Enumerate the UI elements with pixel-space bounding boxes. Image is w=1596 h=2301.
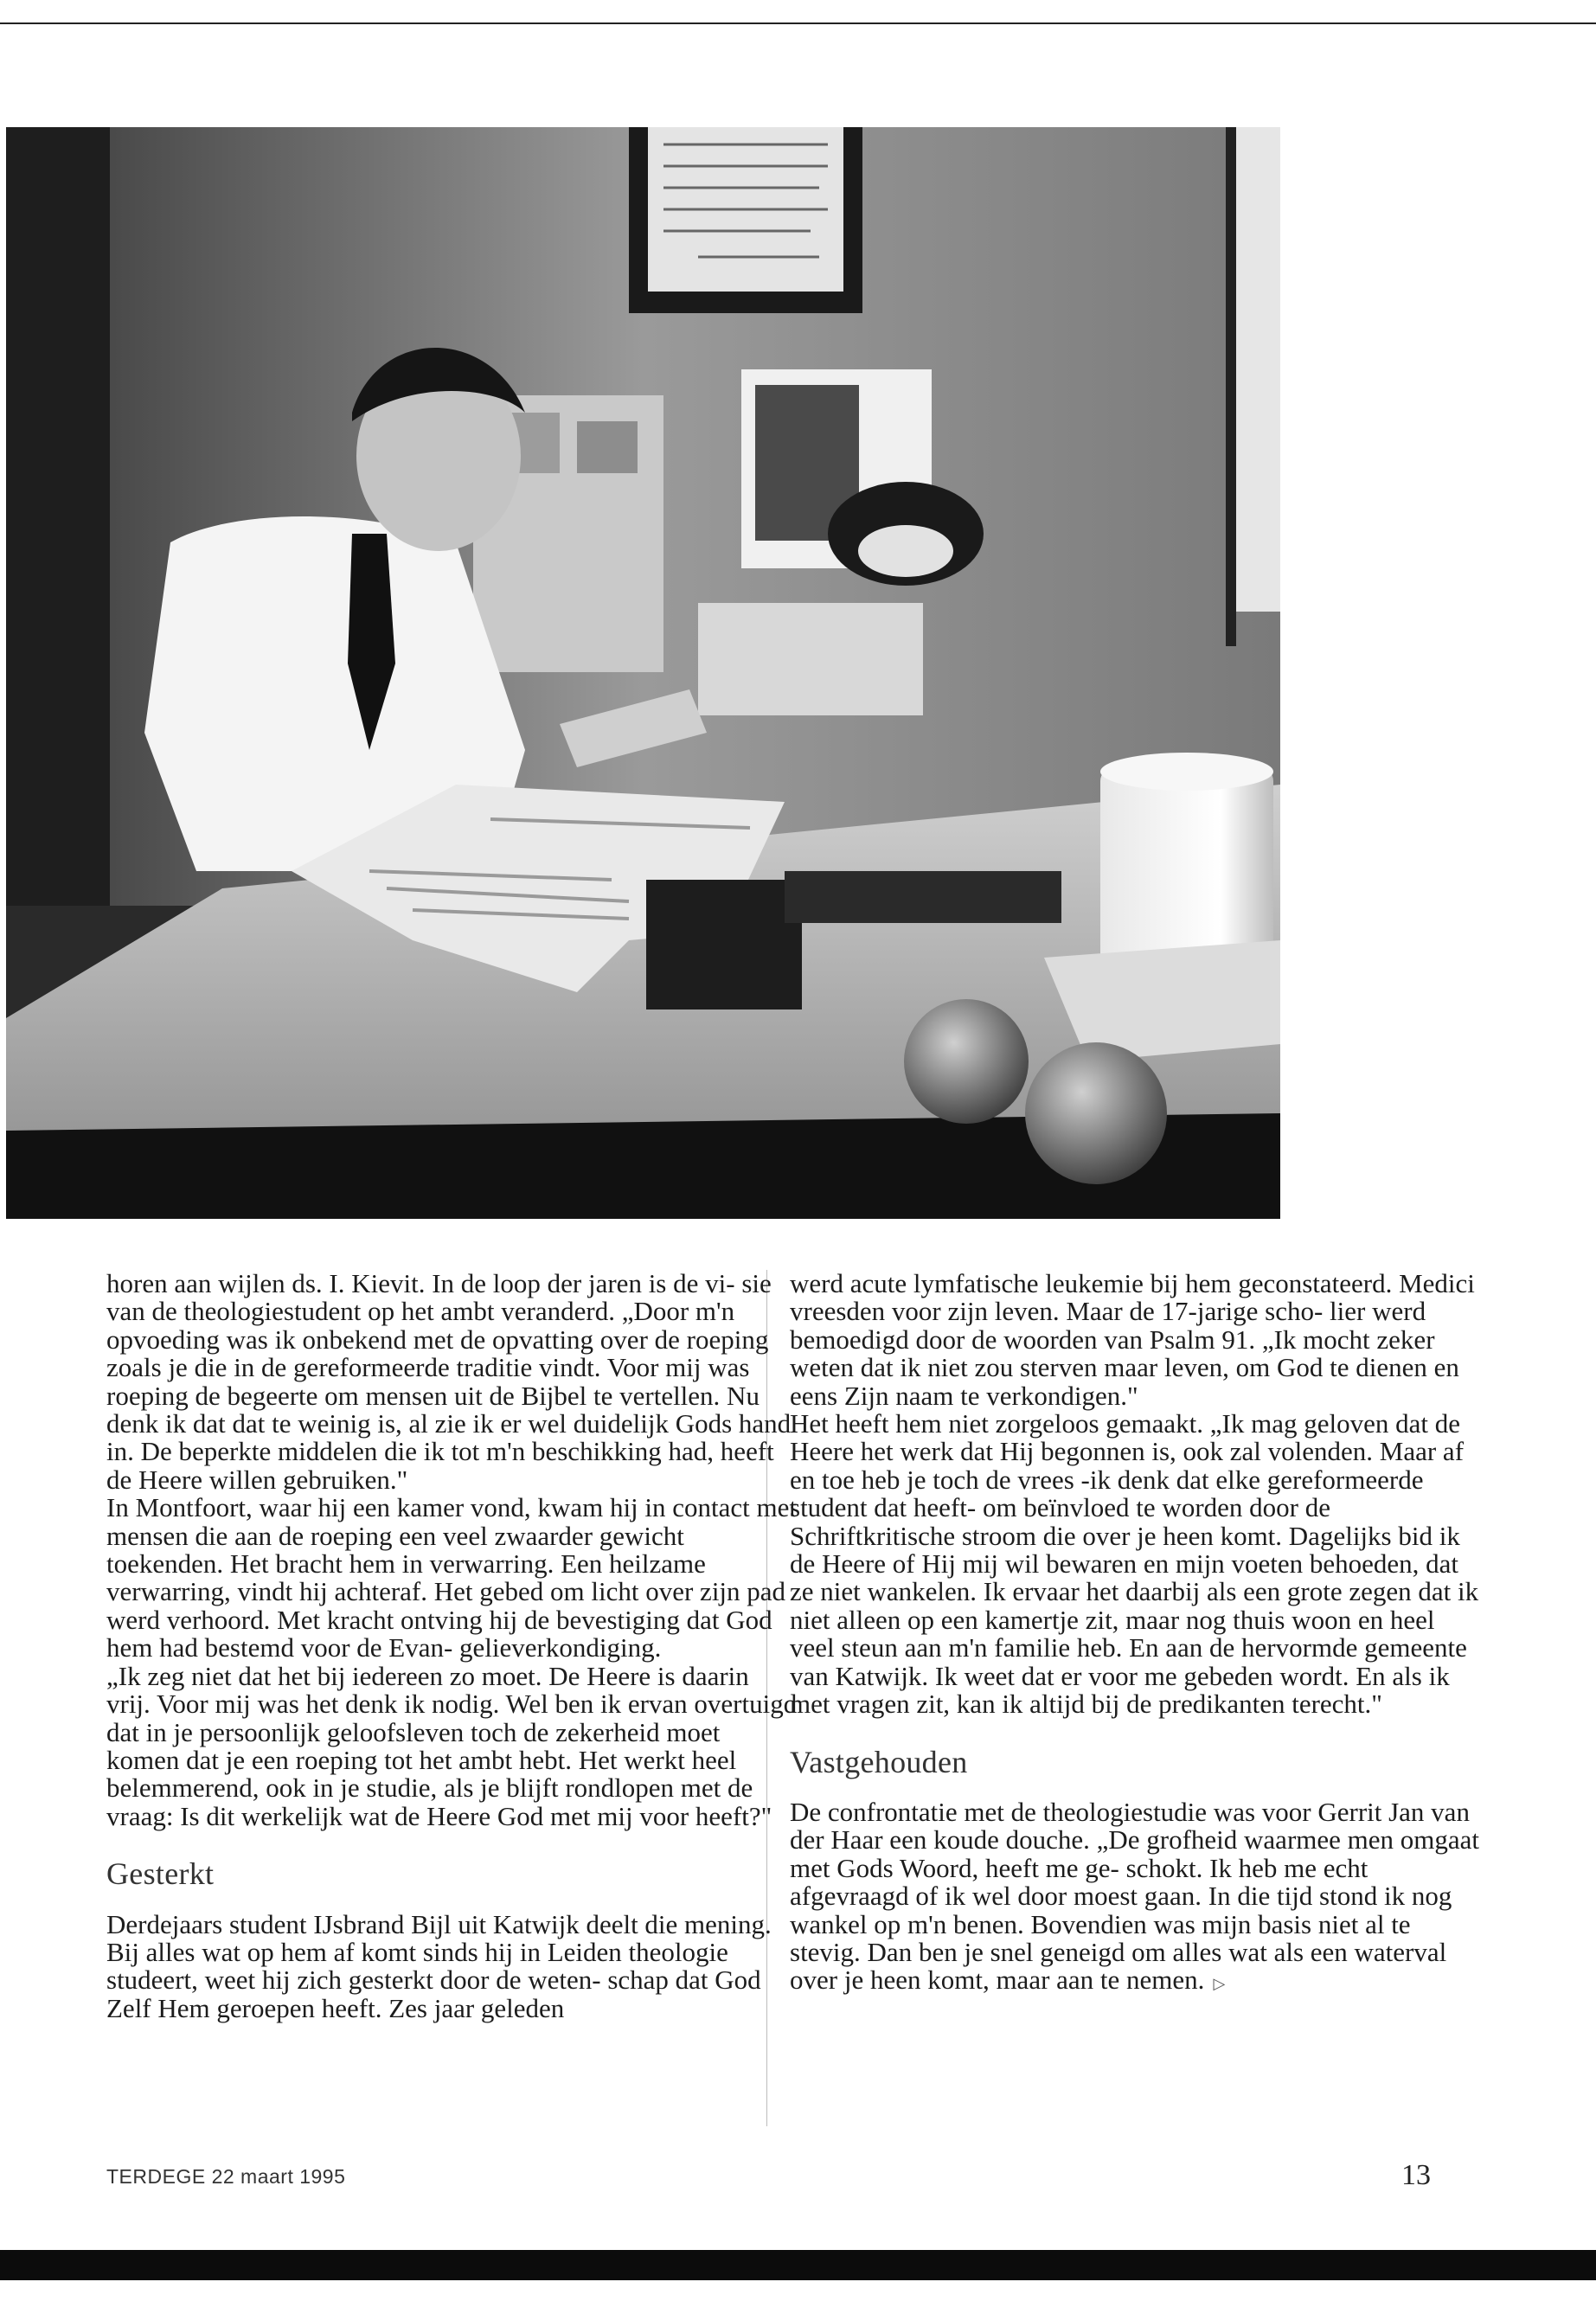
top-rule <box>0 22 1596 24</box>
photo-left-shadow <box>6 127 110 906</box>
right-paragraph-2: Het heeft hem niet zorgeloos gemaakt. „Ik mag geloven dat de Heere het werk dat Hij begonnen is, ook zal volenden. Maar af en toe heb je toch de vrees -ik denk dat elke gereformeerde student dat heeft- om beïnvloed te worden door de Schriftkritische stroom die over je heen komt. Dagelijks bid ik de Heere of Hij mij wil bewaren en mijn voeten behoeden, dat ze niet wankelen. Ik ervaar het daarbij als een grote zegen dat ik niet alleen op een kamertje zit, maar nog thuis woon en heel veel steun aan m'n familie heb. En aan de hervormde gemeente van Katwijk. Ik weet dat er voor me gebeden wordt. En als ik met vragen zit, kan ik altijd bij de predikanten terecht." <box>790 1408 1479 1720</box>
continue-arrow-icon: ▷ <box>1213 1975 1226 1994</box>
left-paragraph-2: In Montfoort, waar hij een kamer vond, kwam hij in contact met mensen die aan de roeping een veel zwaarder gewicht toekenden. Het bracht hem in verwarring. Een heilzame verwarring, vindt hij achteraf. Het gebed om licht over zijn pad werd verhoord. Met kracht ontving hij de bevestiging dat God hem had bestemd voor de Evan- gelieverkondiging. <box>106 1492 798 1663</box>
photo-drawer-unit <box>698 603 923 715</box>
heading-gesterkt: Gesterkt <box>106 1856 215 1892</box>
photo-apple-right <box>1025 1042 1167 1184</box>
photo-apple-left <box>904 999 1029 1124</box>
right-column <box>790 1270 1482 1999</box>
left-paragraph-1: horen aan wijlen ds. I. Kievit. In de loop der jaren is de vi- sie van de theologiestudent op het ambt veranderd. „Door m'n opvoeding was ik onbekend met de opvatting over de roeping zoals je die in de gereformeerde traditie vindt. Voor mij was roeping de begeerte om mensen uit de Bijbel te vertellen. Nu denk ik dat dat te weinig is, al zie ik er wel duidelijk Gods hand in. De beperkte middelen die ik tot m'n beschikking had, heeft de Heere willen gebruiken." <box>106 1268 792 1495</box>
photo-window-frame <box>1226 127 1236 646</box>
article-photo <box>6 127 1280 1219</box>
right-paragraph-3-text: De confrontatie met de theologiestudie was voor Gerrit Jan van der Haar een koude douche. „De grofheid waarmee men omgaat met Gods Woord, heeft me ge- schokt. Ik heb me echt afgevraagd of ik wel door moest gaan. In die tijd stond ik nog wankel op m'n benen. Bovendien was mijn basis niet al te stevig. Dan ben je snel geneigd om alles wat als een waterval over je heen komt, maar aan te nemen. <box>790 1796 1480 1996</box>
bottom-bar <box>0 2250 1596 2280</box>
left-column <box>106 1270 798 2022</box>
heading-vastgehouden: Vastgehouden <box>790 1744 968 1779</box>
photo-window <box>1234 127 1280 612</box>
right-paragraph-1: werd acute lymfatische leukemie bij hem geconstateerd. Medici vreesden voor zijn leven. Maar de 17-jarige scho- lier werd bemoedigd door de woorden van Psalm 91. „Ik mocht zeker weten dat ik niet zou sterven maar leven, om God te dienen en eens Zijn naam te verkondigen." <box>790 1268 1475 1411</box>
page-number: 13 <box>1401 2159 1431 2191</box>
left-paragraph-4: Derdejaars student IJsbrand Bijl uit Katwijk deelt die mening. Bij alles wat op hem af komt sinds hij in Leiden theologie studeert, weet hij zich gesterkt door de weten- schap dat God Zelf Hem geroepen heeft. Zes jaar geleden <box>106 1908 772 2023</box>
photo-books <box>646 880 802 1009</box>
publication-footer: TERDEGE 22 maart 1995 <box>106 2165 346 2188</box>
right-paragraph-3 <box>790 1798 1482 1999</box>
left-paragraph-3: „Ik zeg niet dat het bij iedereen zo moet. De Heere is daarin vrij. Voor mij was het denk ik nodig. Wel ben ik ervan overtuigd dat in je persoonlijk geloofsleven toch de zekerheid moet komen dat je een roeping tot het ambt hebt. Het werkt heel belemmerend, ook in je studie, als je blijft rondlopen met de vraag: Is dit werkelijk wat de Heere God met mij voor heeft?" <box>106 1660 798 1831</box>
